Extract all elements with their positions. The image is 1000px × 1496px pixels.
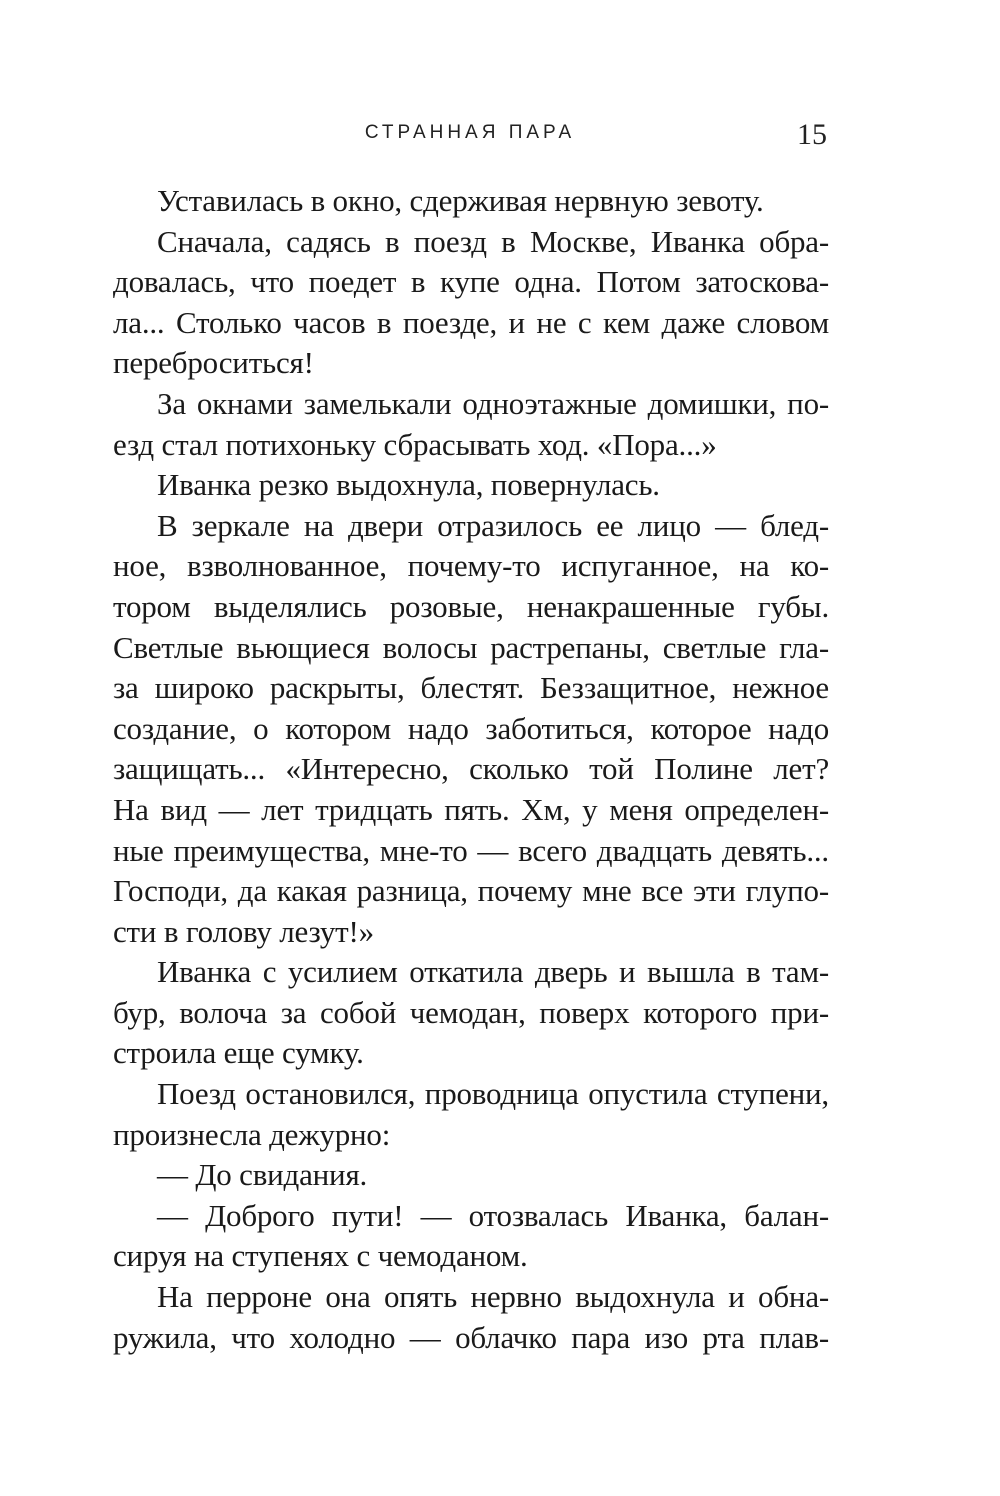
- text-line: Уставилась в окно, сдерживая нервную зевоту.: [157, 183, 764, 218]
- text-line: На перроне она опять нервно выдохнула и обна-: [157, 1279, 829, 1315]
- text-line: ные преимущества, мне-то — всего двадцать девять...: [113, 832, 829, 868]
- text-line: создание, о котором надо заботиться, которое надо: [113, 710, 829, 746]
- body-text: [113, 181, 829, 1358]
- text-line: На вид — лет тридцать пять. Хм, у меня определен-: [113, 791, 829, 827]
- text-line: тором выделялись розовые, ненакрашенные губы.: [113, 588, 829, 624]
- text-line: строила еще сумку.: [113, 1035, 364, 1071]
- text-line: ное, взволнованное, почему-то испуганное, на ко-: [113, 548, 829, 584]
- text-line: — До свидания.: [157, 1157, 368, 1193]
- text-line: переброситься!: [113, 345, 314, 381]
- text-line: Поезд остановился, проводница опустила ступени,: [157, 1076, 829, 1112]
- text-line: сируя на ступенях с чемоданом.: [113, 1238, 528, 1274]
- text-line: — Доброго пути! — отозвалась Иванка, балан-: [157, 1197, 829, 1233]
- text-line: Светлые вьющиеся волосы растрепаны, светлые гла-: [113, 629, 829, 665]
- text-line: Сначала, садясь в поезд в Москве, Иванка обра-: [157, 223, 829, 259]
- text-line: произнесла дежурно:: [113, 1116, 391, 1152]
- text-line: Иванка резко выдохнула, повернулась.: [157, 467, 660, 503]
- text-line: ла... Столько часов в поезде, и не с кем даже словом: [113, 304, 829, 340]
- text-line: Господи, да какая разница, почему мне все эти глупо-: [113, 873, 829, 909]
- text-line: защищать... «Интересно, сколько той Полине лет?: [113, 751, 829, 787]
- running-title: СТРАННАЯ ПАРА: [364, 122, 576, 143]
- text-line: за широко раскрыты, блестят. Беззащитное, нежное: [113, 670, 829, 706]
- text-line: За окнами замелькали одноэтажные домишки, по-: [157, 385, 829, 421]
- text-line: бур, волоча за собой чемодан, поверх которого при-: [113, 994, 829, 1030]
- text-line: довалась, что поедет в купе одна. Потом затоскова-: [113, 264, 829, 300]
- text-line: езд стал потихоньку сбрасывать ход. «Пора...»: [113, 426, 717, 462]
- text-line: сти в голову лезут!»: [113, 913, 374, 949]
- running-head: [0, 120, 1000, 160]
- text-line: Иванка с усилием откатила дверь и вышла в там-: [157, 954, 829, 990]
- page-number: 15: [797, 118, 827, 151]
- text-line: В зеркале на двери отразилось ее лицо — блед-: [157, 507, 829, 543]
- text-line: ружила, что холодно — облачко пара изо рта плав-: [113, 1319, 829, 1355]
